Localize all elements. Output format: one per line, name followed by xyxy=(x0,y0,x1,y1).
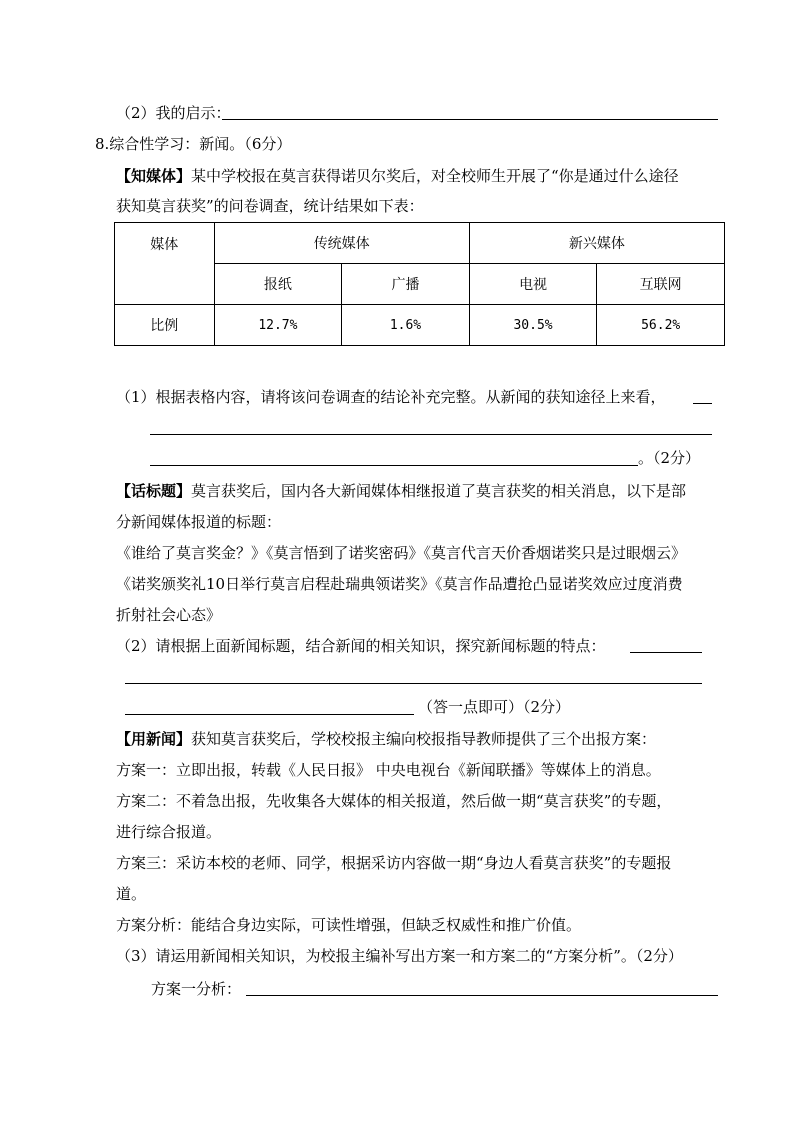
question-8-title: 8.综合性学习：新闻。（6分） xyxy=(95,135,292,153)
table-col-radio: 广播 xyxy=(342,264,470,305)
table-col-tv: 电视 xyxy=(469,264,597,305)
table-cell-newspaper-value: 12.7% xyxy=(214,305,342,346)
headlines-line1: 《谁给了莫言奖金？》《莫言悟到了诺奖密码》《莫言代言天价香烟诺奖只是过眼烟云》 xyxy=(116,544,687,562)
sub2-answer-line-0[interactable] xyxy=(630,652,702,653)
section-headline-line2: 分新闻媒体报道的标题： xyxy=(116,513,282,531)
sub3-prompt: （3）请运用新闻相关知识，为校报主编补写出方案一和方案二的“方案分析”。（2分） xyxy=(116,947,683,965)
table-col-internet: 互联网 xyxy=(597,264,725,305)
q7-2-prompt xyxy=(116,103,231,123)
sub1-score: 。（2分） xyxy=(638,449,701,467)
section-know-media-text1: 某中学校报在莫言获得诺贝尔奖后，对全校师生开展了“你是通过什么途径 xyxy=(191,167,679,185)
sub2-answer-line-2[interactable] xyxy=(125,714,414,715)
section-tag-know-media: 【知媒体】 xyxy=(116,167,192,185)
plan1-analysis-label: 方案一分析： xyxy=(151,980,242,998)
sub2-score: （答一点即可）（2分） xyxy=(418,698,571,716)
sub2-answer-line-1[interactable] xyxy=(125,683,702,684)
section-headline-text1: 莫言获奖后，国内各大新闻媒体相继报道了莫言获奖的相关消息，以下是部 xyxy=(191,482,687,500)
section-headline-line1 xyxy=(116,481,686,501)
table-cell-tv-value: 30.5% xyxy=(469,305,597,346)
plan3-text-line2: 道。 xyxy=(116,885,147,903)
plan1-analysis-answer-line[interactable] xyxy=(246,995,718,996)
sub1-answer-line-2[interactable] xyxy=(150,465,638,466)
section-know-media-line1 xyxy=(116,166,679,186)
headlines-line2: 《诺奖颁奖礼10日举行莫言启程赴瑞典领诺奖》《莫言作品遭抢凸显诺奖效应过度消费 xyxy=(116,575,683,593)
table-header-media: 媒体 xyxy=(115,223,215,305)
table-group-traditional: 传统媒体 xyxy=(214,223,469,264)
section-use-news-text: 获知莫言获奖后，学校校报主编向校报指导教师提供了三个出报方案： xyxy=(191,730,657,748)
section-tag-headline: 【话标题】 xyxy=(116,482,192,500)
table-col-newspaper: 报纸 xyxy=(214,264,342,305)
plan1-text: 方案一：立即出报，转载《人民日报》 中央电视台《新闻联播》等媒体上的消息。 xyxy=(116,761,661,779)
sub2-prompt: （2）请根据上面新闻标题，结合新闻的相关知识，探究新闻标题的特点： xyxy=(116,637,606,655)
sub1-answer-line-1[interactable] xyxy=(150,434,712,435)
plan-analysis-text: 方案分析：能结合身边实际，可读性增强，但缺乏权威性和推广价值。 xyxy=(116,916,582,934)
sub1-answer-line-0[interactable] xyxy=(693,403,712,404)
table-group-new: 新兴媒体 xyxy=(469,223,724,264)
headlines-line3: 折射社会心态》 xyxy=(116,606,222,624)
table-row-label-ratio: 比例 xyxy=(115,305,215,346)
section-know-media-line2: 获知莫言获奖”的问卷调查，统计结果如下表： xyxy=(116,197,424,215)
plan2-text-line1: 方案二：不着急出报，先收集各大媒体的相关报道，然后做一期“莫言获奖”的专题， xyxy=(116,792,672,810)
q7-2-label: （2）我的启示： xyxy=(116,104,231,122)
plan3-text-line1: 方案三：采访本校的老师、同学，根据采访内容做一期“身边人看莫言获奖”的专题报 xyxy=(116,854,672,872)
q7-2-answer-line[interactable] xyxy=(222,119,718,120)
survey-table xyxy=(114,222,725,346)
table-cell-internet-value: 56.2% xyxy=(597,305,725,346)
section-tag-use-news: 【用新闻】 xyxy=(116,730,192,748)
sub1-prompt: （1）根据表格内容，请将该问卷调查的结论补充完整。从新闻的获知途径上来看， xyxy=(116,388,666,406)
section-use-news-line xyxy=(116,729,656,749)
table-cell-radio-value: 1.6% xyxy=(342,305,470,346)
plan2-text-line2: 进行综合报道。 xyxy=(116,823,222,841)
